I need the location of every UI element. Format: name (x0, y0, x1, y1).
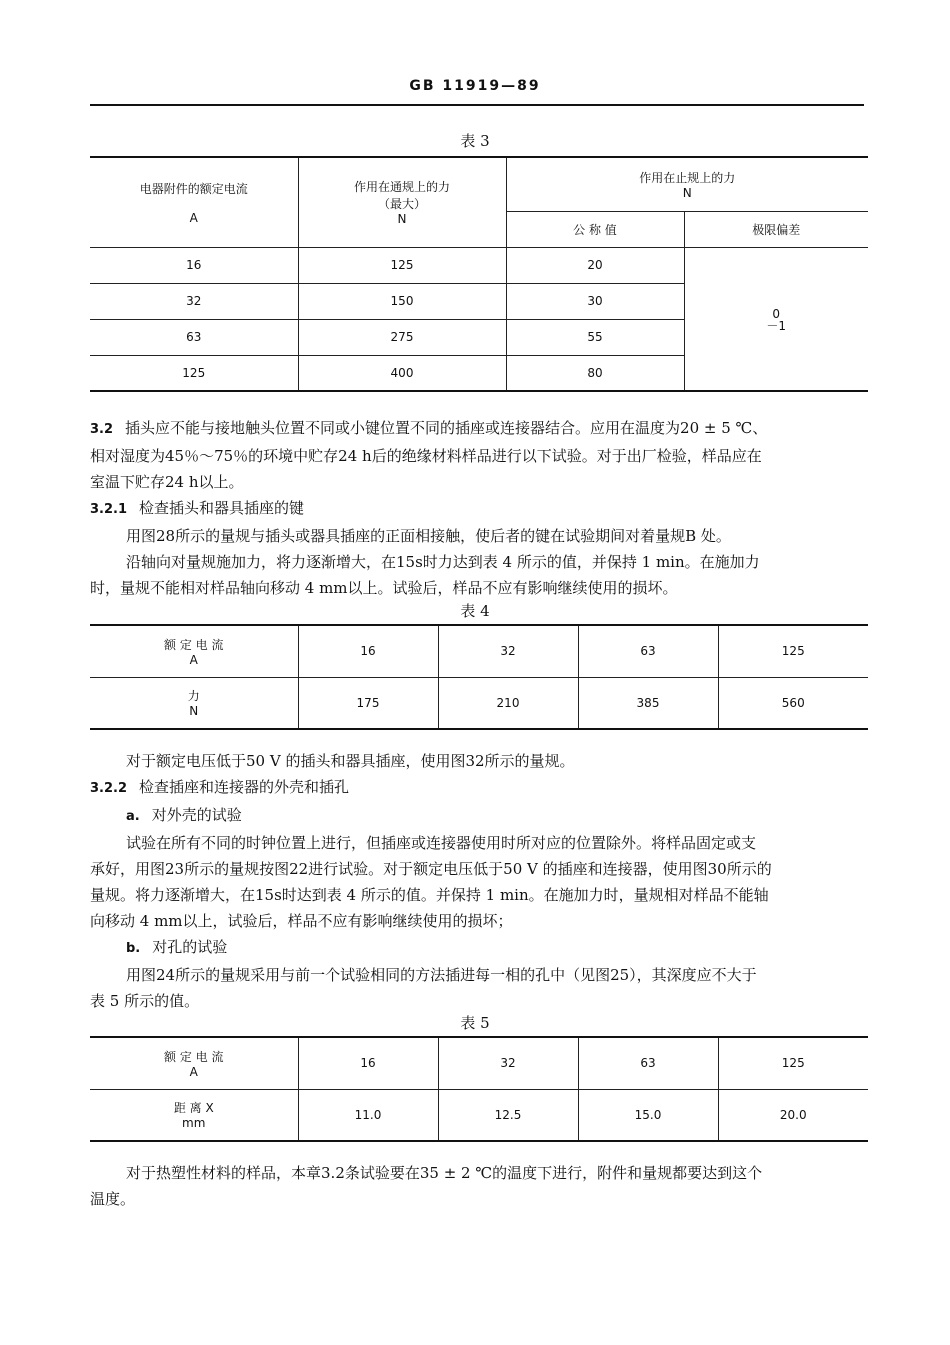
table-cell: 125 (718, 1037, 868, 1089)
section-title: 检查插座和连接器的外壳和插孔 (139, 778, 350, 796)
table-cell: 63 (90, 319, 298, 355)
table-cell: 32 (90, 283, 298, 319)
table-cell: 16 (298, 1037, 438, 1089)
table3-col3-header: 作用在止规上的力 N (506, 157, 868, 211)
table-cell: 32 (438, 625, 578, 677)
table-cell: 63 (578, 625, 718, 677)
table5-distance-header: 距 离 X mm (90, 1089, 298, 1141)
section-title: 检查插头和器具插座的键 (139, 499, 305, 517)
table4-caption: 表 4 (460, 602, 490, 620)
table3 (90, 156, 868, 392)
table4-force-header: 力 N (90, 677, 298, 729)
table-cell: 55 (506, 319, 684, 355)
header-rule (90, 104, 864, 106)
table5-caption: 表 5 (460, 1014, 490, 1032)
section-number: 3.2.2 (90, 781, 128, 796)
table3-col2-header: 作用在通规上的力 （最大） N (298, 157, 506, 247)
section-3-2-2: 对于额定电压低于50 V 的插头和器具插座，使用图32所示的量规。 3.2.2 检查插座和连接器的外壳和插孔 a. 对外壳的试验 试验在所有不同的时钟位置上进行，但插座或连接器使用时所对应的位置除外。将样品固定或支 承好，用图23所示的量规按图22进行试验。对于额定电压低于50 V 的插座和连接器，使用图30所示的 量规。将力逐渐增大，在15s时达到表 4 所示的值。并保持 1 min。在施加力时，量规相对样品不能轴 向移动 4 mm以上，试验后，样品不应有影响继续使用的损坏； b. 对孔的试验 用图24所示的量规采用与前一个试验相同的方法插进每一相的孔中（见图25），其深度应不大于 表 5 所示的值。 (90, 748, 860, 1014)
table5-current-header: 额 定 电 流 A (90, 1037, 298, 1089)
table4 (90, 624, 868, 730)
table-cell: 560 (718, 677, 868, 729)
final-paragraph: 对于热塑性材料的样品，本章3.2条试验要在35 ± 2 ℃的温度下进行，附件和量规都要达到这个 温度。 (90, 1164, 763, 1208)
table-cell: 12.5 (438, 1089, 578, 1141)
table-cell: 125 (90, 355, 298, 391)
table-cell: 20 (506, 247, 684, 283)
table-cell: 150 (298, 283, 506, 319)
section-number: 3.2.1 (90, 502, 128, 517)
table4-current-header: 额 定 电 流 A (90, 625, 298, 677)
table-cell: 125 (718, 625, 868, 677)
table5 (90, 1036, 868, 1142)
table-cell: 16 (298, 625, 438, 677)
table3-caption: 表 3 (460, 132, 490, 150)
section-3-2: 3.2 插头应不能与接地触头位置不同或小键位置不同的插座或连接器结合。应用在温度为20 ± 5 ℃、 相对湿度为45％～75％的环境中贮存24 h后的绝缘材料样品进行以下试验。对于出厂检验，样品应在 室温下贮存24 h以上。 3.2.1 检查插头和器具插座的键 用图28所示的量规与插头或器具插座的正面相接触，使后者的键在试验期间对着量规B 处。 沿轴向对量规施加力，将力逐渐增大，在15s时力达到表 4 所示的值，并保持 1 min。在施加力 时，量规不能相对样品轴向移动 4 mm以上。试验后，样品不应有影响继续使用的损坏。 (90, 419, 768, 597)
table-cell: 80 (506, 355, 684, 391)
table3-col1-header: 电器附件的额定电流 A (90, 157, 298, 247)
table-cell: 63 (578, 1037, 718, 1089)
table-cell: 20.0 (718, 1089, 868, 1141)
note-50v: 对于额定电压低于50 V 的插头和器具插座，使用图32所示的量规。 (126, 752, 575, 770)
table-cell: 11.0 (298, 1089, 438, 1141)
table-cell: 175 (298, 677, 438, 729)
table3-deviation-cell: 0 －1 (684, 247, 868, 391)
section-number: 3.2 (90, 422, 114, 437)
table-cell: 15.0 (578, 1089, 718, 1141)
table-cell: 400 (298, 355, 506, 391)
table3-nominal-header: 公 称 值 (506, 211, 684, 247)
table-cell: 210 (438, 677, 578, 729)
page-header: GB 11919—89 (409, 78, 541, 94)
table3-deviation-header: 极限偏差 (684, 211, 868, 247)
table-cell: 32 (438, 1037, 578, 1089)
table-cell: 30 (506, 283, 684, 319)
table-cell: 275 (298, 319, 506, 355)
table-cell: 16 (90, 247, 298, 283)
table-cell: 385 (578, 677, 718, 729)
table-cell: 125 (298, 247, 506, 283)
